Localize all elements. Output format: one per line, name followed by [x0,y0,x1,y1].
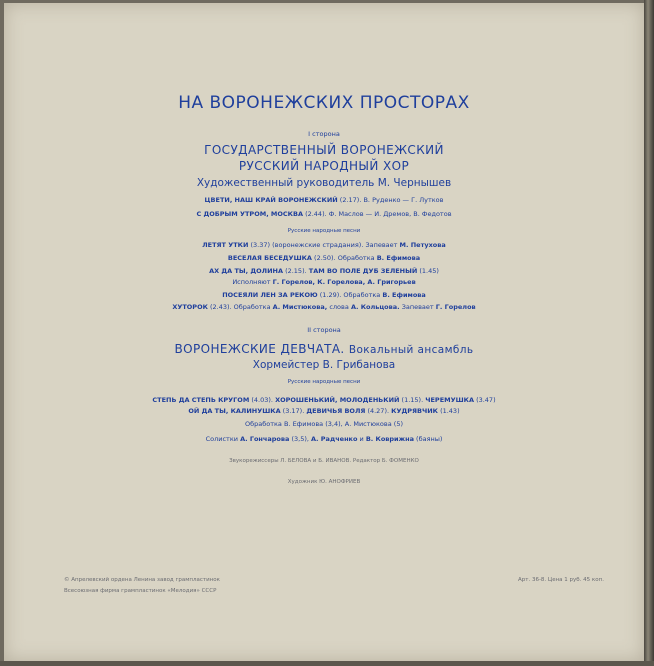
sleeve-edge-bottom [0,661,654,666]
side-one-label: I сторона [308,130,340,138]
track-2-title: С ДОБРЫМ УТРОМ, МОСКВА [196,210,303,218]
s2-song-6-title: КУДРЯВЧИК [391,407,438,415]
arrangement-line: Обработка В. Ефимова (3,4), А. Мистюкова (5) [245,420,403,428]
side-one-folk-heading: Русские народные песни [287,228,361,234]
sound-engineers-credit: Звукорежиссеры Л. БЕЛОВА и Б. ИВАНОВ. Редактор Б. ФОМЕНКО [229,458,419,464]
folk-song-6 [4,303,644,311]
soloist-3: В. Коврижна [365,435,414,443]
folk-song-1-title: ЛЕТЯТ УТКИ [202,241,249,249]
folk-song-3-meta: (2.15). [285,267,307,275]
s2-song-5-meta: (4.27). [367,407,390,415]
s2-song-4-meta: (3.17). [282,407,305,415]
folk-song-5-title: ПОСЕЯЛИ ЛЕН ЗА РЕКОЮ [222,291,318,299]
track-2-meta: (2.44). Ф. Маслов — И. Дремов, В. Федотов [305,210,452,218]
side-two-folk-heading: Русские народные песни [287,379,361,385]
s2-song-4-title: ОЙ ДА ТЫ, КАЛИНУШКА [188,407,281,415]
s2-song-3-meta: (3.47) [476,396,496,404]
album-back-cover [4,3,644,661]
s2-song-2-meta: (1.15). [401,396,424,404]
folk-song-1-meta: (3.37) (воронежские страдания). Запевает [250,241,398,249]
folk-song-3-title: АХ ДА ТЫ, ДОЛИНА [209,267,283,275]
performers-label: Исполняют [232,278,271,286]
folk-song-6-meta1: (2.43). Обработка [210,303,271,311]
folk-song-6-singer: Г. Горелов [435,303,476,311]
soloist-2-meta: и [359,435,364,443]
side-two-label: II сторона [307,326,341,334]
ensemble-name: ВОРОНЕЖСКИЕ ДЕВЧАТА. [174,342,345,356]
soloist-3-meta: (баяны) [416,435,443,443]
artist-credit: Художник Ю. АНОФРИЕВ [287,479,361,485]
folk-song-1 [4,241,644,249]
s2-song-1-meta: (4.03). [251,396,274,404]
folk-song-2 [4,254,644,262]
sleeve-edge-right [644,0,654,666]
ensemble-type: Вокальный ансамбль [348,344,474,356]
soloist-2: А. Радченко [311,435,358,443]
folk-song-2-title: ВЕСЕЛАЯ БЕСЕДУШКА [227,254,312,262]
soloist-1-meta: (3,5), [291,435,309,443]
folk-song-6-meta3: Запевает [401,303,434,311]
folk-song-3-4 [4,267,644,275]
folk-song-5 [4,291,644,299]
folk-song-2-meta: (2.50). Обработка [314,254,375,262]
soloist-1: А. Гончарова [240,435,290,443]
side-two-songs-row1 [4,396,644,404]
folk-song-5-arranger: В. Ефимова [382,291,426,299]
s2-song-3-title: ЧЕРЕМУШКА [425,396,474,404]
s2-song-2-title: ХОРОШЕНЬКИЙ, МОЛОДЕНЬКИЙ [275,396,400,404]
s2-song-1-title: СТЕПЬ ДА СТЕПЬ КРУГОМ [152,396,250,404]
choir-name-line1: ГОСУДАРСТВЕННЫЙ ВОРОНЕЖСКИЙ [204,143,444,157]
choirmaster: Хормейстер В. Грибанова [252,359,396,371]
side-two-songs-row2 [4,407,644,415]
s2-song-6-meta: (1.43) [440,407,460,415]
performers-line [4,278,644,286]
folk-song-6-lyricist: А. Кольцова. [350,303,400,311]
plant-copyright: © Апрелевский ордена Ленина завод грампластинок [64,577,220,583]
folk-song-4-title: ТАМ ВО ПОЛЕ ДУБ ЗЕЛЕНЫЙ [308,267,418,275]
track-1-title: ЦВЕТИ, НАШ КРАЙ ВОРОНЕЖСКИЙ [204,196,338,204]
track-1 [4,196,644,204]
performers-names: Г. Горелов, К. Горелова, А. Григорьев [272,278,416,286]
folk-song-2-arranger: В. Ефимова [376,254,421,262]
folk-song-6-meta2: слова [329,303,349,311]
folk-song-5-meta: (1.29). Обработка [319,291,381,299]
record-company: Всесоюзная фирма грампластинок «Мелодия» СССР [64,588,217,594]
album-title: НА ВОРОНЕЖСКИХ ПРОСТОРАХ [178,93,470,113]
folk-song-6-title: ХУТОРОК [172,303,208,311]
ensemble-line [4,342,644,356]
folk-song-6-arranger: А. Мистюкова, [272,303,328,311]
choir-name-line2: РУССКИЙ НАРОДНЫЙ ХОР [238,159,410,173]
track-2 [4,210,644,218]
soloists-line [4,435,644,443]
folk-song-4-meta: (1.45) [419,267,439,275]
choir-director: Художественный руководитель М. Чернышев [196,177,452,189]
soloists-label: Солистки [205,435,238,443]
track-1-meta: (2.17). В. Руденко — Г. Лутков [339,196,444,204]
folk-song-1-singer: М. Петухова [399,241,446,249]
s2-song-5-title: ДЕВИЧЬЯ ВОЛЯ [306,407,366,415]
article-price: Арт. 36-8. Цена 1 руб. 45 коп. [518,577,604,583]
